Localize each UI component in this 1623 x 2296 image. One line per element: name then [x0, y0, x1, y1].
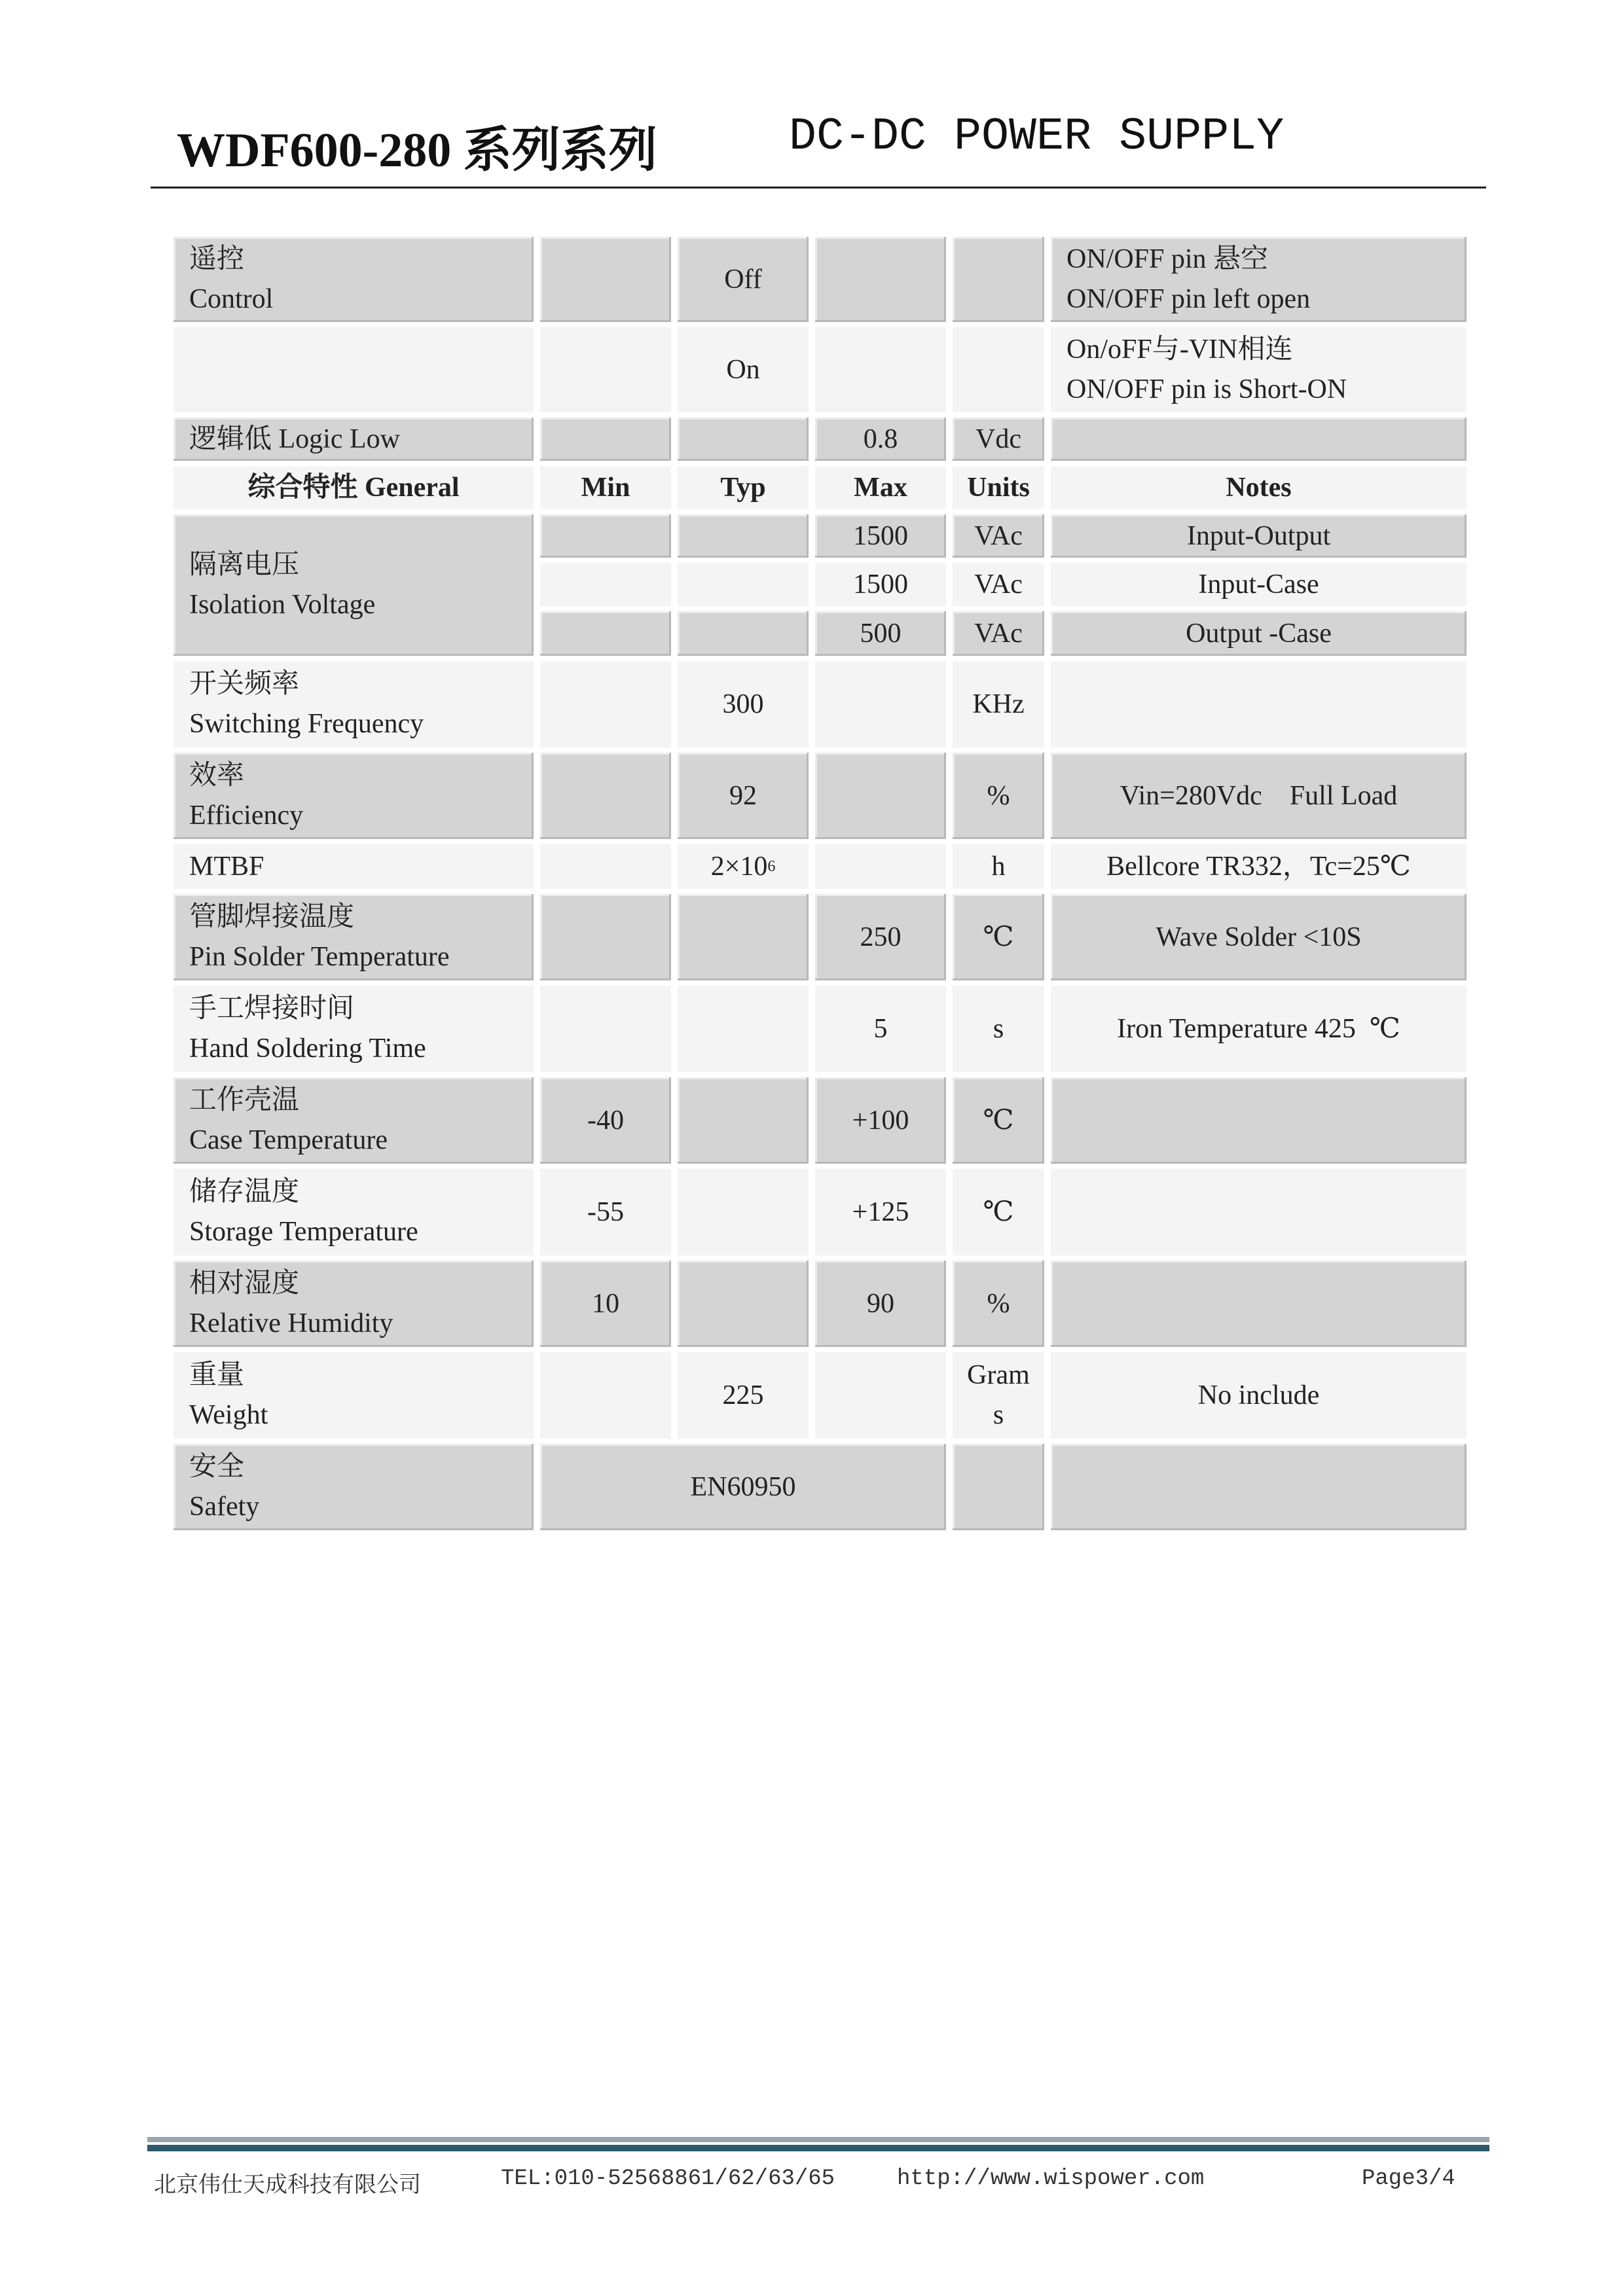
- footer-page-number: Page3/4: [1362, 2166, 1455, 2191]
- document-title: WDF600-280 系列系列: [177, 124, 657, 177]
- notes-cell: Input-Case: [1051, 563, 1467, 606]
- min-cell: [540, 563, 671, 606]
- units-cell: ℃: [953, 1077, 1044, 1164]
- param-cell-mtbf: MTBF: [173, 844, 534, 889]
- units-cell: VAc: [953, 611, 1044, 656]
- column-header-min: Min: [540, 466, 671, 509]
- typ-cell: [678, 514, 809, 558]
- footer-rule-light: [147, 2137, 1489, 2142]
- document-subtitle: DC-DC POWER SUPPLY: [789, 111, 1285, 163]
- min-cell: [540, 844, 671, 889]
- column-header-notes: Notes: [1051, 466, 1467, 509]
- units-cell: KHz: [953, 661, 1044, 747]
- param-cell-pin-solder: [173, 894, 534, 980]
- units-cell: [953, 237, 1044, 322]
- notes-cell: Input-Output: [1051, 514, 1467, 558]
- footer-url: http://www.wispower.com: [897, 2166, 1205, 2191]
- typ-cell: 300: [678, 661, 809, 747]
- typ-cell: Off: [678, 237, 809, 322]
- typ-cell: [678, 1169, 809, 1255]
- typ-cell: On: [678, 327, 809, 412]
- units-cell: h: [953, 844, 1044, 889]
- max-cell: [815, 1352, 946, 1439]
- table-row-weight: [173, 1352, 1467, 1439]
- notes-line: On/oFF与-VIN相连: [1067, 334, 1293, 365]
- typ-cell: [678, 894, 809, 980]
- notes-cell: No include: [1051, 1352, 1467, 1439]
- page-footer: [147, 2137, 1489, 2215]
- notes-cell: Bellcore TR332，Tc=25℃: [1051, 844, 1467, 889]
- table-row-control-off: [173, 237, 1467, 322]
- units-cell: ℃: [953, 894, 1044, 980]
- units-cell: [953, 1352, 1044, 1439]
- param-label-cn: 开关频率: [189, 669, 300, 700]
- param-cell-safety: [173, 1444, 534, 1530]
- table-row-hand-soldering: [173, 986, 1467, 1072]
- table-row-efficiency: [173, 753, 1467, 839]
- column-header-max: Max: [815, 466, 946, 509]
- param-cell-storage-temp: [173, 1169, 534, 1255]
- max-cell: 1500: [815, 563, 946, 606]
- units-cell: [953, 1444, 1044, 1530]
- notes-cell: Iron Temperature 425 ℃: [1051, 986, 1467, 1072]
- typ-cell: 92: [678, 753, 809, 839]
- max-cell: [815, 661, 946, 747]
- safety-standard-cell: EN60950: [540, 1444, 946, 1530]
- notes-line: ON/OFF pin 悬空: [1067, 244, 1269, 275]
- max-cell: 500: [815, 611, 946, 656]
- param-cell-efficiency: [173, 753, 534, 839]
- typ-cell: [678, 611, 809, 656]
- table-row-logic-low: [173, 418, 1467, 461]
- table-row-isolation-input-case: [173, 563, 1467, 606]
- param-label-cn: 隔离电压: [189, 550, 300, 581]
- param-label-en: Efficiency: [189, 800, 304, 831]
- min-cell: -55: [540, 1169, 671, 1255]
- table-row-switching-frequency: [173, 661, 1467, 747]
- min-cell: [540, 237, 671, 322]
- max-cell: +100: [815, 1077, 946, 1164]
- table-row-case-temperature: [173, 1077, 1467, 1164]
- table-row-control-on: [173, 327, 1467, 412]
- notes-cell: [1051, 327, 1467, 412]
- min-cell: [540, 327, 671, 412]
- notes-cell: [1051, 418, 1467, 461]
- param-label-cn: 手工焊接时间: [189, 994, 355, 1024]
- notes-cell: Vin=280Vdc Full Load: [1051, 753, 1467, 839]
- units-cell: VAc: [953, 563, 1044, 606]
- param-label-cn: 相对湿度: [189, 1268, 300, 1299]
- param-label-en: Relative Humidity: [189, 1308, 393, 1338]
- param-label-cn: 遥控: [189, 244, 245, 275]
- notes-cell: Wave Solder <10S: [1051, 894, 1467, 980]
- notes-cell: [1051, 1261, 1467, 1347]
- notes-cell: [1051, 1444, 1467, 1530]
- param-label-en: Control: [189, 284, 274, 314]
- typ-base: 2×10: [710, 851, 768, 882]
- typ-cell: 225: [678, 1352, 809, 1439]
- units-cell: Vdc: [953, 418, 1044, 461]
- notes-line: ON/OFF pin left open: [1067, 284, 1311, 314]
- param-cell-hand-solder: [173, 986, 534, 1072]
- units-cell: ℃: [953, 1169, 1044, 1255]
- param-cell-case-temp: [173, 1077, 534, 1164]
- notes-line: ON/OFF pin is Short-ON: [1067, 374, 1347, 404]
- typ-cell: [678, 563, 809, 606]
- notes-cell: Output -Case: [1051, 611, 1467, 656]
- typ-cell: [678, 418, 809, 461]
- notes-cell: [1051, 661, 1467, 747]
- param-label-cn: 安全: [189, 1452, 245, 1482]
- max-cell: [815, 844, 946, 889]
- min-cell: [540, 753, 671, 839]
- typ-cell: [678, 986, 809, 1072]
- param-label-en: Pin Solder Temperature: [189, 942, 450, 972]
- param-cell-control: [173, 237, 534, 322]
- header-divider: [151, 187, 1486, 188]
- footer-company: 北京伟仕天成科技有限公司: [154, 2174, 421, 2199]
- param-cell-switching: [173, 661, 534, 747]
- column-header-typ: Typ: [678, 466, 809, 509]
- param-cell-weight: [173, 1352, 534, 1439]
- min-cell: [540, 661, 671, 747]
- table-row-mtbf: [173, 844, 1467, 889]
- units-line: Gram: [967, 1360, 1030, 1391]
- min-cell: [540, 418, 671, 461]
- param-label-en: Storage Temperature: [189, 1217, 418, 1247]
- table-header-row: [173, 466, 1467, 509]
- param-label-en: Isolation Voltage: [189, 590, 376, 620]
- units-line: s: [993, 1400, 1004, 1430]
- param-label-en: Weight: [189, 1400, 268, 1430]
- param-label-cn: 效率: [189, 761, 245, 791]
- min-cell: [540, 611, 671, 656]
- param-label-cn: 工作壳温: [189, 1085, 300, 1116]
- param-cell-humidity: [173, 1261, 534, 1347]
- units-cell: s: [953, 986, 1044, 1072]
- typ-cell: 2×10 6: [678, 844, 809, 889]
- param-label-en: Safety: [189, 1492, 260, 1522]
- max-cell: [815, 753, 946, 839]
- param-label-en: Case Temperature: [189, 1125, 388, 1155]
- max-cell: 0.8: [815, 418, 946, 461]
- max-cell: 90: [815, 1261, 946, 1347]
- param-label-cn: 储存温度: [189, 1177, 300, 1208]
- max-cell: +125: [815, 1169, 946, 1255]
- min-cell: -40: [540, 1077, 671, 1164]
- param-label-cn: 管脚焊接温度: [189, 902, 355, 933]
- param-cell-logic-low: 逻辑低 Logic Low: [173, 418, 534, 461]
- table-row-storage-temperature: [173, 1169, 1467, 1255]
- footer-rule-dark: [147, 2145, 1489, 2151]
- param-label-cn: 重量: [189, 1360, 245, 1391]
- typ-cell: [678, 1077, 809, 1164]
- max-cell: 1500: [815, 514, 946, 558]
- notes-cell: [1051, 237, 1467, 322]
- units-cell: %: [953, 1261, 1044, 1347]
- min-cell: [540, 1352, 671, 1439]
- param-label-en: Hand Soldering Time: [189, 1033, 426, 1064]
- notes-cell: [1051, 1169, 1467, 1255]
- units-cell: %: [953, 753, 1044, 839]
- footer-tel: TEL:010-52568861/62/63/65: [501, 2166, 835, 2191]
- table-row-isolation-input-output: [173, 514, 1467, 558]
- min-cell: 10: [540, 1261, 671, 1347]
- max-cell: [815, 327, 946, 412]
- param-cell-empty: [173, 327, 534, 412]
- column-header-units: Units: [953, 466, 1044, 509]
- param-label-en: Switching Frequency: [189, 709, 424, 739]
- max-cell: 250: [815, 894, 946, 980]
- table-row-pin-solder: [173, 894, 1467, 980]
- max-cell: [815, 237, 946, 322]
- page-header: [151, 85, 1486, 183]
- units-cell: VAc: [953, 514, 1044, 558]
- table-row-isolation-output-case: [173, 611, 1467, 656]
- typ-cell: [678, 1261, 809, 1347]
- units-cell: [953, 327, 1044, 412]
- notes-cell: [1051, 1077, 1467, 1164]
- min-cell: [540, 894, 671, 980]
- table-row-relative-humidity: [173, 1261, 1467, 1347]
- column-header-general: 综合特性 General: [173, 466, 534, 509]
- min-cell: [540, 986, 671, 1072]
- max-cell: 5: [815, 986, 946, 1072]
- table-row-safety: [173, 1444, 1467, 1530]
- min-cell: [540, 514, 671, 558]
